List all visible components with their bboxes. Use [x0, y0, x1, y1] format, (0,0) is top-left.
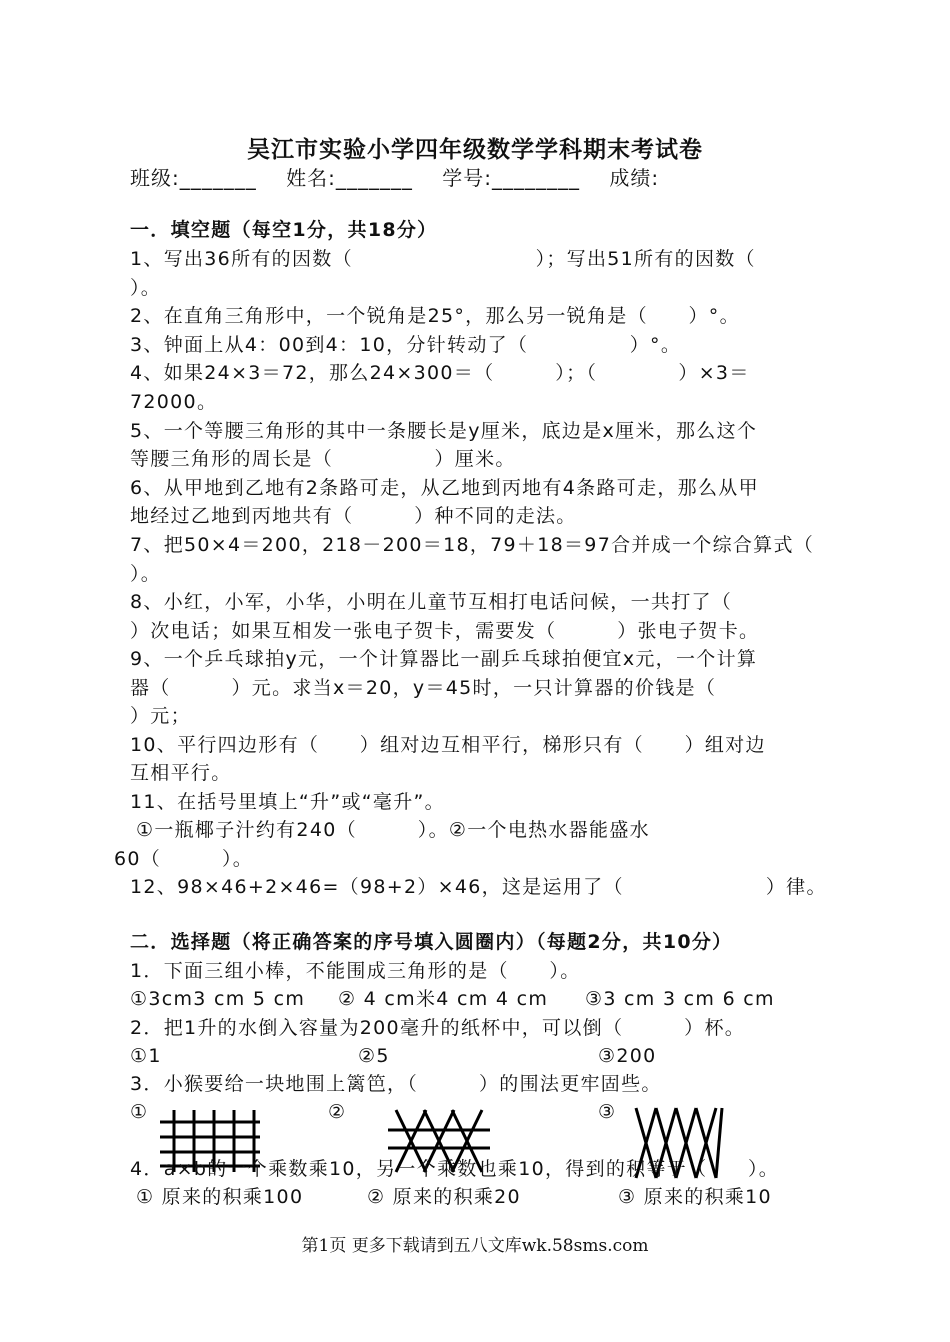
question-line: 器（ ）元。求当x＝20，y＝45时，一只计算器的价钱是（	[130, 677, 717, 699]
question-line: 10、平行四边形有（ ）组对边互相平行，梯形只有（ ）组对边	[130, 734, 766, 756]
section2-heading: 二．选择题（将正确答案的序号填入圆圈内）（每题2分，共10分）	[130, 931, 733, 953]
option-a: ① 原来的积乘100	[136, 1186, 304, 1208]
score-field: 成绩:	[609, 166, 660, 190]
class-field[interactable]: 班级:_______	[130, 166, 257, 190]
question-line: 4、如果24×3＝72，那么24×300＝（ ）；（ ）×3＝	[130, 362, 750, 384]
question-line: ）。	[130, 277, 162, 299]
exam-title: 吴江市实验小学四年级数学学科期末考试卷	[247, 137, 703, 163]
fence-label-3: ③	[598, 1101, 617, 1123]
fence-label-2: ②	[328, 1101, 347, 1123]
question-line: 3、钟面上从4：00到4：10，分针转动了（ ）°。	[130, 334, 682, 356]
question-line: 11、在括号里填上“升”或“毫升”。	[130, 791, 445, 813]
student-info-row	[130, 162, 681, 191]
question-line: 2．把1升的水倒入容量为200毫升的纸杯中，可以倒（ ）杯。	[130, 1017, 746, 1039]
question-line: 7、把50×4＝200，218－200＝18，79＋18＝97合并成一个综合算式（	[130, 534, 815, 556]
question-line: 60（ ）。	[114, 848, 254, 870]
question-line: 72000。	[130, 391, 218, 413]
question-line: 6、从甲地到乙地有2条路可走，从乙地到丙地有4条路可走，那么从甲	[130, 477, 759, 499]
fence-label-1: ①	[130, 1101, 149, 1123]
option-b: ②5	[358, 1045, 390, 1067]
question-line: 等腰三角形的周长是（ ）厘米。	[130, 448, 516, 470]
question-line: 3．小猴要给一块地围上篱笆，（ ）的围法更牢固些。	[130, 1073, 662, 1095]
option-a: ①1	[130, 1045, 162, 1067]
page-footer: 第1页 更多下载请到五八文库wk.58sms.com	[301, 1236, 649, 1256]
question-line: ）次电话；如果互相发一张电子贺卡，需要发（ ）张电子贺卡。	[130, 620, 760, 642]
option-c: ③200	[598, 1045, 657, 1067]
question-line: 5、一个等腰三角形的其中一条腰长是y厘米，底边是x厘米，那么这个	[130, 420, 758, 442]
question-line: 1、写出36所有的因数（ ）；写出51所有的因数（	[130, 248, 756, 270]
question-line: 地经过乙地到丙地共有（ ）种不同的走法。	[130, 505, 577, 527]
name-field[interactable]: 姓名:_______	[286, 166, 413, 190]
question-line: ）。	[130, 563, 162, 585]
question-line: 2、在直角三角形中，一个锐角是25°，那么另一锐角是（ ）°。	[130, 305, 740, 327]
option-b: ② 4 cm米4 cm 4 cm	[338, 988, 549, 1010]
student-number-field[interactable]: 学号:________	[442, 166, 580, 190]
question-line: 互相平行。	[130, 762, 232, 784]
question-line: 4．a×b的一个乘数乘10，另一个乘数也乘10，得到的积等于（ ）。	[130, 1158, 780, 1180]
question-line: 12、98×46+2×46=（98+2）×46，这是运用了（ ）律。	[130, 876, 827, 898]
option-b: ② 原来的积乘20	[367, 1186, 521, 1208]
question-line: ①一瓶椰子汁约有240（ ）。②一个电热水器能盛水	[136, 819, 650, 841]
question-line: 9、一个乒乓球拍y元，一个计算器比一副乒乓球拍便宜x元，一个计算	[130, 648, 758, 670]
question-line: 8、小红，小军，小华，小明在儿童节互相打电话问候，一共打了（	[130, 591, 733, 613]
option-a: ①3cm3 cm 5 cm	[130, 988, 306, 1010]
option-c: ③ 原来的积乘10	[618, 1186, 772, 1208]
section1-heading: 一．填空题（每空1分，共18分）	[130, 219, 438, 241]
question-line: 1．下面三组小棒，不能围成三角形的是（ ）。	[130, 960, 581, 982]
question-line: ）元；	[130, 705, 191, 727]
option-c: ③3 cm 3 cm 6 cm	[585, 988, 775, 1010]
